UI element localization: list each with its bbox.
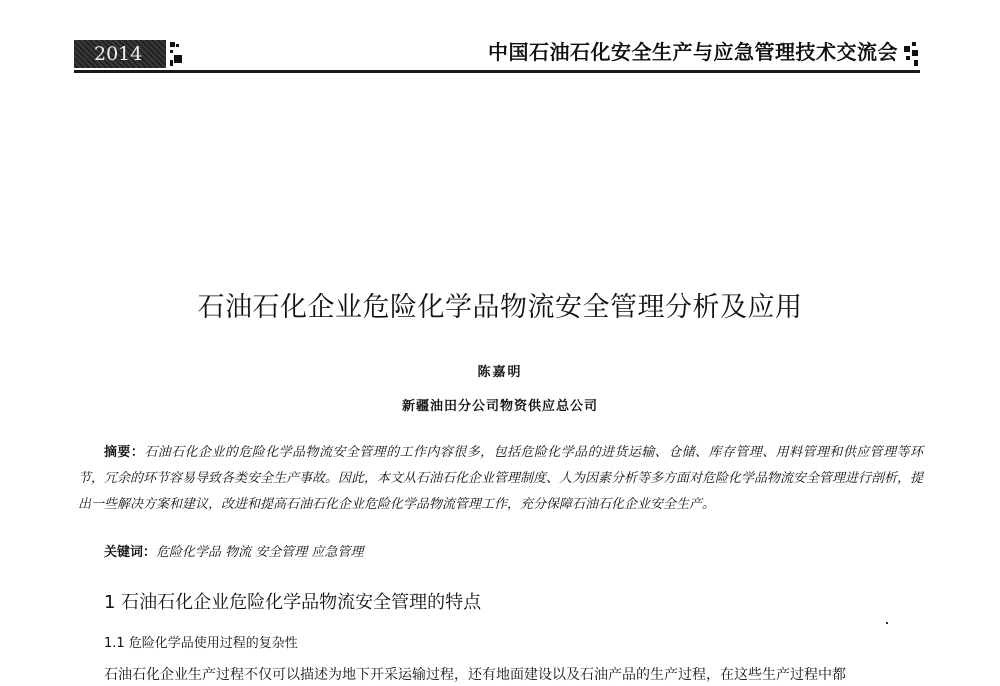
running-header (74, 36, 920, 74)
abstract-text: 石油石化企业的危险化学品物流安全管理的工作内容很多，包括危险化学品的进货运输、仓储、库存管理、用料管理和供应管理等环节，冗余的环节容易导致各类安全生产事故。因此，本文从石油石化企业管理制度、人为因素分析等多方面对危险化学品物流安全管理进行剖析，提出一些解决方案和建议，改进和提高石油石化企业危险化学品物流管理工作，充分保障石油石化企业安全生产。 (78, 445, 924, 512)
body-paragraph: 石油石化企业生产过程不仅可以描述为地下开采运输过程，还有地面建设以及石油产品的生产过程，在这些生产过程中都 (104, 667, 846, 683)
keywords-text: 危险化学品 物流 安全管理 应急管理 (156, 545, 364, 560)
header-ornament-left-icon (170, 42, 186, 66)
abstract-label: 摘要： (104, 445, 145, 460)
header-rule (74, 70, 920, 73)
keywords (104, 542, 904, 564)
abstract (78, 440, 923, 518)
section-1-heading: 1 石油石化企业危险化学品物流安全管理的特点 (104, 592, 482, 613)
paper-affiliation: 新疆油田分公司物资供应总公司 (401, 399, 598, 414)
section-1-1-heading: 1.1 危险化学品使用过程的复杂性 (104, 636, 298, 651)
header-year-badge: 2014 (74, 40, 166, 68)
paper-title: 石油石化企业危险化学品物流安全管理分析及应用 (197, 292, 803, 323)
header-conference-title: 中国石油石化安全生产与应急管理技术交流会 (488, 40, 898, 64)
scan-speck (886, 622, 888, 624)
paper-author: 陈嘉明 (477, 365, 523, 380)
header-ornament-right-icon (902, 42, 920, 66)
keywords-label: 关键词： (104, 545, 157, 560)
